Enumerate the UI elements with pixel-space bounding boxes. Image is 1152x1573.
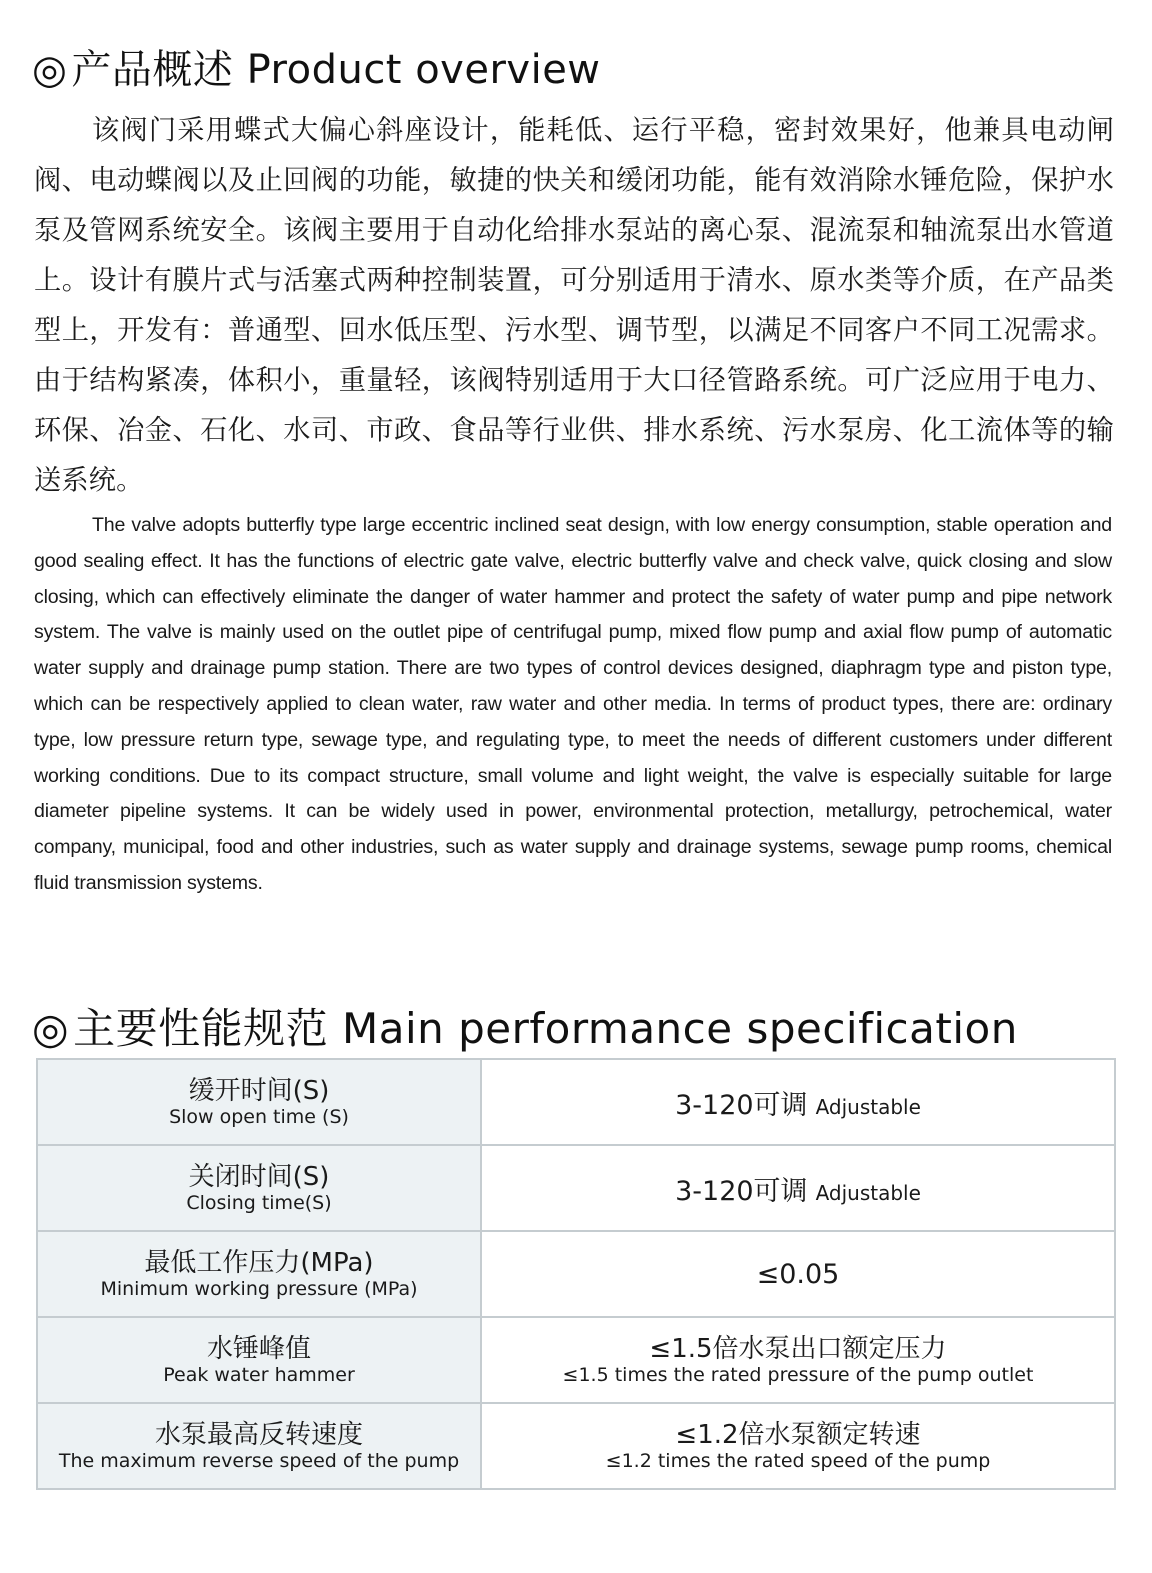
table-row [37, 1059, 1115, 1145]
spec-value-cn: ≤1.5倍水泵出口额定压力 [649, 1334, 947, 1364]
table-row [37, 1145, 1115, 1231]
spec-label-cell [37, 1145, 481, 1231]
spec-label-cell [37, 1059, 481, 1145]
spec-label-cn: 水泵最高反转速度 [154, 1420, 363, 1450]
spec-label-en: Slow open time (S) [169, 1106, 349, 1128]
spec-value-cell [481, 1231, 1115, 1317]
spec-label-cn: 水锤峰值 [206, 1334, 311, 1364]
spec-label-en: Peak water hammer [163, 1364, 355, 1386]
spec-value-cn: ≤1.2倍水泵额定转速 [675, 1420, 921, 1450]
spec-value-cell [481, 1059, 1115, 1145]
spec-label-en: The maximum reverse speed of the pump [58, 1450, 460, 1472]
table-row [37, 1231, 1115, 1317]
overview-title [32, 38, 601, 95]
spec-label-cell [37, 1317, 481, 1403]
spec-label-cn: 关闭时间(S) [188, 1162, 330, 1192]
bullseye-icon: ◎ [32, 1004, 70, 1053]
spec-label-cell [37, 1403, 481, 1489]
spec-table [36, 1058, 1116, 1490]
overview-chinese-paragraph: 该阀门采用蝶式大偏心斜座设计，能耗低、运行平稳，密封效果好，他兼具电动闸阀、电动蝶阀以及止回阀的功能，敏捷的快关和缓闭功能，能有效消除水锤危险，保护水泵及管网系统安全。该阀主要用于自动化给排水泵站的离心泵、混流泵和轴流泵出水管道上。设计有膜片式与活塞式两种控制装置，可分别适用于清水、原水类等介质，在产品类型上，开发有：普通型、回水低压型、污水型、调节型，以满足不同客户不同工况需求。由于结构紧凑，体积小，重量轻，该阀特别适用于大口径管路系统。可广泛应用于电力、环保、冶金、石化、水司、市政、食品等行业供、排水系统、污水泵房、化工流体等的输送系统。 [34, 115, 1114, 496]
overview-english-paragraph: The valve adopts butterfly type large eccentric inclined seat design, with low energy consumption, stable operation and good sealing effect. It has the functions of electric gate valve, electric butterfly valve and check valve, quick closing and slow closing, which can effectively eliminate the danger of water hammer and protect the safety of water pump and pipe network system. The valve is mainly used on the outlet pipe of centrifugal pump, mixed flow pump and axial flow pump of automatic water supply and drainage pump station. There are two types of control devices designed, diaphragm type and piston type, which can be respectively applied to clean water, raw water and other media. In terms of product types, there are: ordinary type, low pressure return type, sewage type, and regulating type, to meet the needs of different customers under different working conditions. Due to its compact structure, small volume and light weight, the valve is especially suitable for large diameter pipeline systems. It can be widely used in power, environmental protection, metallurgy, petrochemical, water company, municipal, food and other industries, such as water supply and drainage systems, sewage pump rooms, chemical fluid transmission systems. [34, 514, 1112, 894]
spec-label-en: Minimum working pressure (MPa) [100, 1278, 418, 1300]
spec-value-cell [481, 1403, 1115, 1489]
spec-value-cn: 3-120可调 [675, 1175, 808, 1207]
spec-value-en: ≤1.5 times the rated pressure of the pump outlet [562, 1364, 1034, 1386]
table-row [37, 1403, 1115, 1489]
bullseye-icon: ◎ [32, 47, 68, 93]
spec-value-en: Adjustable [815, 1094, 921, 1119]
overview-title-text: 产品概述 Product overview [71, 47, 601, 93]
spec-value-en: ≤1.2 times the rated speed of the pump [605, 1450, 991, 1472]
spec-label-cn: 缓开时间(S) [188, 1076, 330, 1106]
specs-title [32, 996, 1018, 1056]
spec-label-cn: 最低工作压力(MPa) [144, 1248, 374, 1278]
spec-value-cell [481, 1317, 1115, 1403]
spec-value-en: Adjustable [815, 1180, 921, 1205]
spec-value-cell [481, 1145, 1115, 1231]
specs-title-text: 主要性能规范 Main performance specification [73, 1004, 1018, 1053]
spec-value-cn: 3-120可调 [675, 1089, 808, 1121]
spec-value-cn: ≤0.05 [756, 1258, 840, 1290]
spec-label-en: Closing time(S) [186, 1192, 332, 1214]
table-row [37, 1317, 1115, 1403]
spec-label-cell [37, 1231, 481, 1317]
